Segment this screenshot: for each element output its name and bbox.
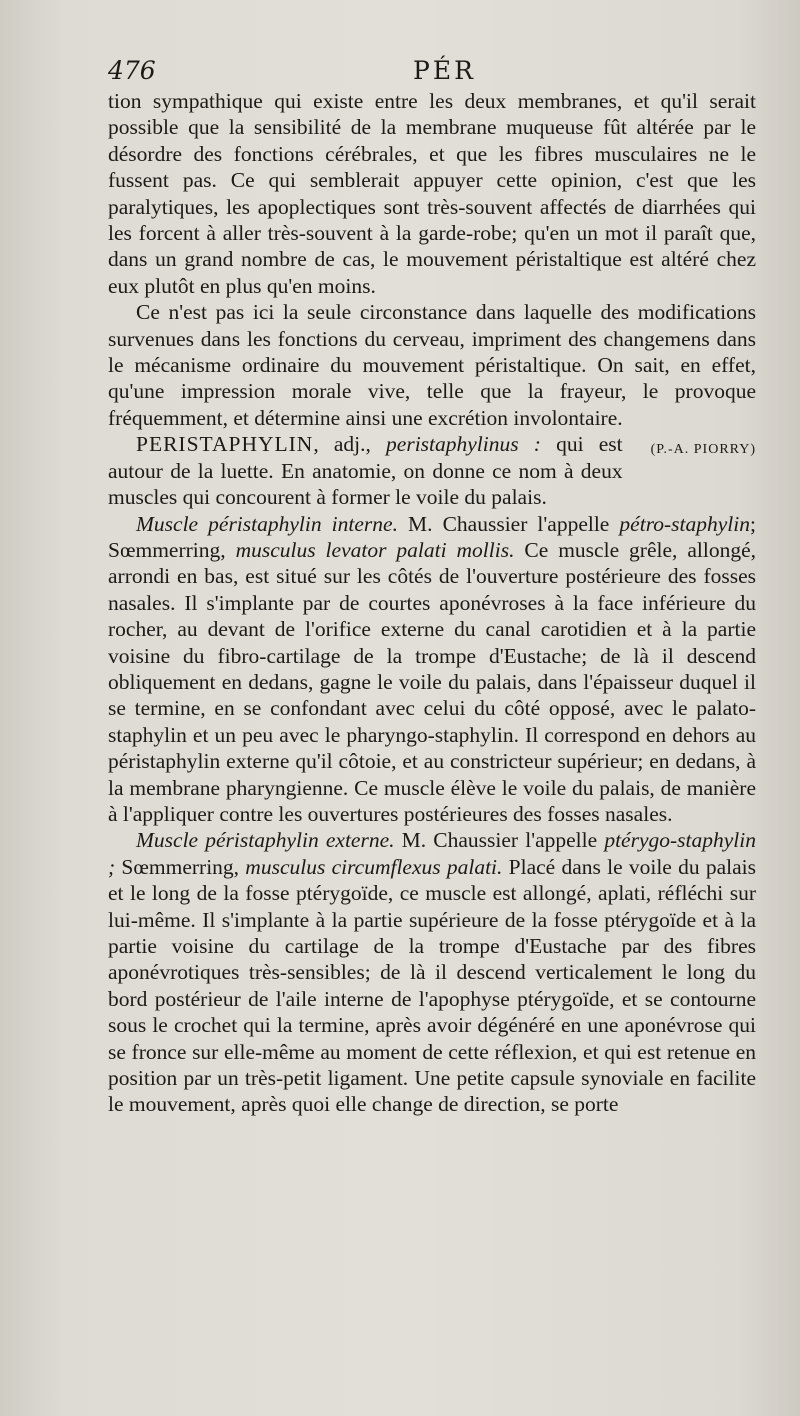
chaussier-name-external: ptérygo-staphylin ; [108, 828, 756, 879]
internal-muscle-title: Muscle péristaphylin interne. [136, 511, 398, 536]
author-signature: (P.-A. PIORRY) [650, 442, 756, 458]
paragraph-cerveau: Ce n'est pas ici la seule circonstance dans laquelle des modifications survenues dans les fonctions du cerveau, impriment des changemens dans le mécanisme ordinaire du mouvement péristaltique. On sait, en effet, qu'une impression morale vive, telle que la frayeur, le provoque fréquemment, et détermine ainsi une excrétion involontaire. (P.-A. PIORRY) [108, 299, 756, 431]
running-title: PÉR [413, 56, 476, 85]
paragraph-internal-muscle: Muscle péristaphylin interne. M. Chaussier l'appelle pétro-staphylin; Sœmmerring, musculus levator palati mollis. Ce muscle grêle, allongé, arrondi en bas, est situé sur les côtés de l'ouverture postérieure des fosses nasales. Il s'implante par de courtes aponévroses à la face inférieure du rocher, au devant de l'orifice externe du canal carotidien et à la partie voisine du fibro-cartilage de la trompe d'Eustache; de là il descend obliquement en dedans, gagne le voile du palais, dans l'épaisseur duquel il se termine, en se confondant avec celui du côté opposé, avec le palato-staphylin et un peu avec le pharyngo-staphylin. Il correspond en dehors au péristaphylin externe qu'il côtoie, et au constricteur supérieur; en dedans, à la membrane pharyngienne. Ce muscle élève le voile du palais, de manière à l'appliquer contre les ouvertures postérieures des fosses nasales. [108, 511, 756, 826]
chaussier-name-internal: pétro-staphylin [619, 511, 750, 536]
entry-definition: qui est autour de la luette. En anatomie, on donne ce nom à deux muscles qui concourent à former le voile du palais. [108, 432, 623, 510]
page-body [108, 88, 756, 1118]
page-number: 476 [108, 56, 156, 85]
external-muscle-title: Muscle péristaphylin externe. [136, 828, 395, 853]
entry-latin: peristaphylinus : [386, 432, 541, 457]
soemmerring-name-internal: musculus levator palati mollis. [235, 537, 515, 562]
soemmerring-name-external: musculus circumflexus palati. [245, 854, 503, 879]
page-header [108, 52, 760, 92]
entry-grammar: , adj., [313, 432, 387, 457]
entry-headword: PERISTAPHYLIN [136, 432, 314, 457]
paragraph-external-muscle: Muscle péristaphylin externe. M. Chaussier l'appelle ptérygo-staphylin ; Sœmmerring, musculus circumflexus palati. Placé dans le voile du palais et le long de la fosse ptérygoïde, ce muscle est allongé, aplati, réfléchi sur lui-même. Il s'implante à la partie supérieure de la fosse ptérygoïde et à la partie voisine du cartilage de la trompe d'Eustache par des fibres aponévrotiques très-sensibles; de là il descend verticalement le long du bord postérieur de l'aile interne de l'apophyse ptérygoïde, et se contourne sous le crochet qui la termine, après avoir dégénéré en une aponévrose qui se fronce sur elle-même au moment de cette réflexion, et qui est retenue en position par un très-petit ligament. Une petite capsule synoviale en facilite le mouvement, après quoi elle change de direction, se porte [108, 828, 756, 1117]
paragraph-continuation: tion sympathique qui existe entre les deux membranes, et qu'il serait possible que la sensibilité de la membrane muqueuse fût altérée par le désordre des fonctions cérébrales, et que les fibres musculaires ne le fussent pas. Ce qui semblerait appuyer cette opinion, c'est que les paralytiques, les apoplectiques sont très-souvent affectés de diarrhées qui les forcent à aller très-souvent à la garde-robe; qu'en un mot il paraît que, dans un grand nombre de cas, le mouvement péristaltique est altéré chez eux plutôt en plus qu'en moins. [108, 89, 756, 298]
